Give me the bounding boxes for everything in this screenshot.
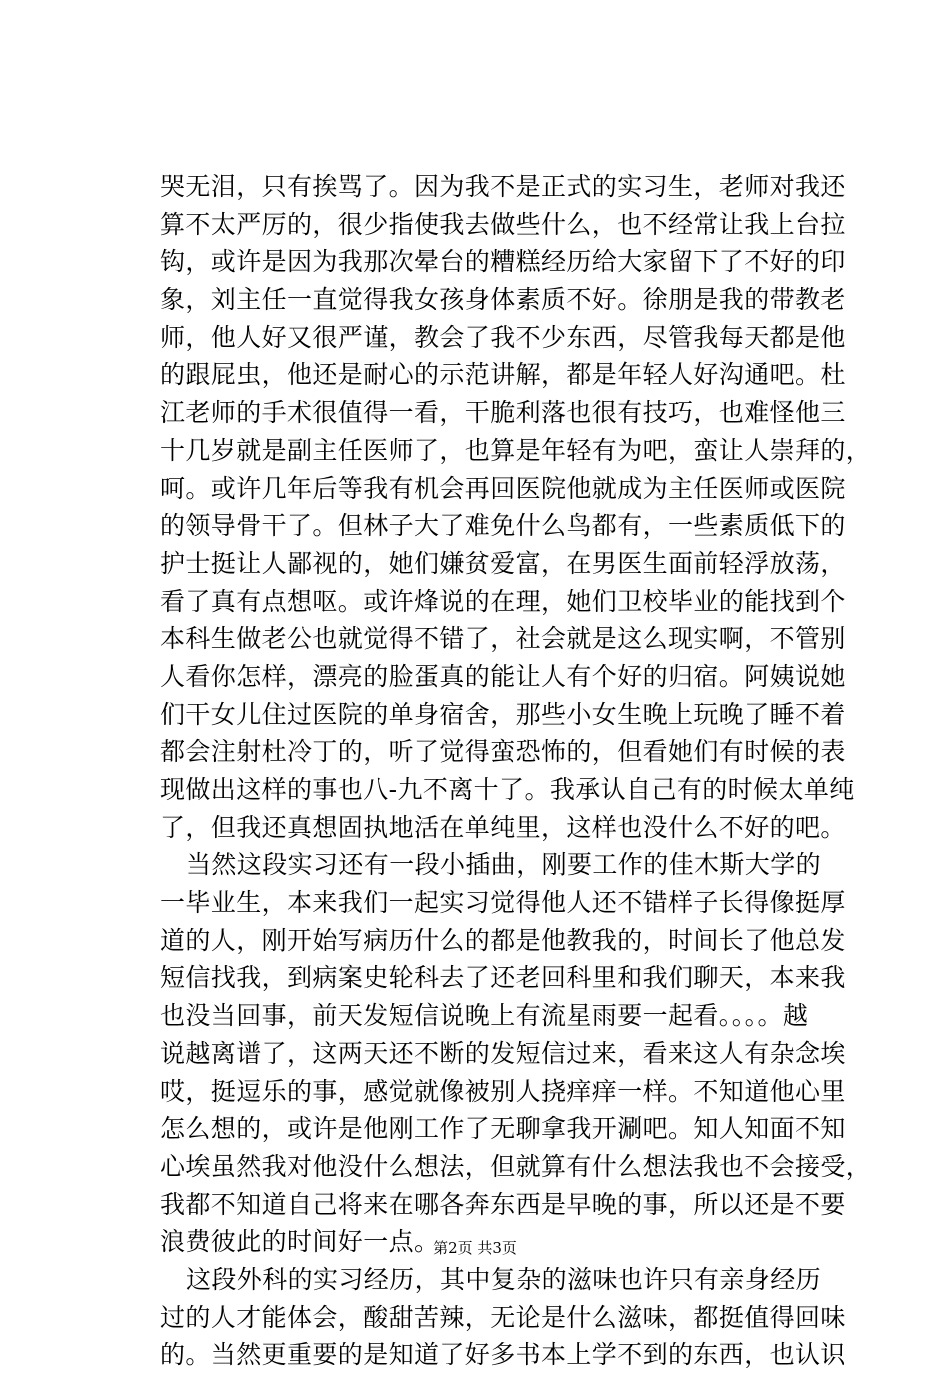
text-line: 钩，或许是因为我那次晕台的糟糕经历给大家留下了不好的印: [160, 247, 846, 277]
text-line: 的领导骨干了。但林子大了难免什么鸟都有，一些素质低下的: [160, 511, 846, 541]
paragraph-first-line: 这段外科的实习经历，其中复杂的滋味也许只有亲身经历: [186, 1264, 822, 1294]
text-line: 的。当然更重要的是知道了好多书本上学不到的东西，也认识: [160, 1340, 846, 1370]
text-line: 也没当回事，前天发短信说晚上有流星雨要一起看。。。。越: [160, 1001, 809, 1031]
text-line: 哎，挺逗乐的事，感觉就像被别人挠痒痒一样。不知道他心里: [160, 1076, 846, 1106]
text-line: 哭无泪，只有挨骂了。因为我不是正式的实习生，老师对我还: [160, 172, 846, 201]
text-line: 的跟屁虫，他还是耐心的示范讲解，都是年轻人好沟通吧。杜: [160, 360, 846, 390]
text-line: 师，他人好又很严谨，教会了我不少东西，尽管我每天都是他: [160, 322, 846, 352]
text-line: 人看你怎样，漂亮的脸蛋真的能让人有个好的归宿。阿姨说她: [160, 661, 846, 691]
paragraph-first-line: 当然这段实习还有一段小插曲，刚要工作的佳木斯大学的: [186, 850, 822, 880]
text-line: 都会注射杜冷丁的，听了觉得蛮恐怖的，但看她们有时候的表: [160, 737, 846, 767]
text-line: 们干女儿住过医院的单身宿舍，那些小女生晚上玩晚了睡不着: [160, 699, 846, 729]
text-line: 过的人才能体会，酸甜苦辣，无论是什么滋味，都挺值得回味: [160, 1302, 846, 1332]
text-line: 说越离谱了，这两天还不断的发短信过来，看来这人有杂念埃: [160, 1038, 846, 1068]
body-text: [160, 168, 872, 1374]
text-line: 护士挺让人鄙视的，她们嫌贫爱富，在男医生面前轻浮放荡，: [160, 548, 846, 578]
text-line: 算不太严厉的，很少指使我去做些什么，也不经常让我上台拉: [160, 209, 846, 239]
text-line: 江老师的手术很值得一看，干脆利落也很有技巧，也难怪他三: [160, 398, 846, 428]
text-line: 浪费彼此的时间好一点。: [160, 1227, 440, 1257]
text-line: 心埃虽然我对他没什么想法，但就算有什么想法我也不会接受，: [160, 1151, 872, 1181]
text-line: 一毕业生，本来我们一起实习觉得他人还不错样子长得像挺厚: [160, 888, 846, 918]
text-line: 象，刘主任一直觉得我女孩身体素质不好。徐朋是我的带教老: [160, 285, 846, 315]
text-line: 现做出这样的事也八-九不离十了。我承认自己有的时候太单纯: [160, 775, 855, 804]
text-line: 道的人，刚开始写病历什么的都是他教我的，时间长了他总发: [160, 925, 846, 955]
text-line: 十几岁就是副主任医师了，也算是年轻有为吧，蛮让人崇拜的，: [160, 435, 872, 465]
text-line: 了，但我还真想固执地活在单纯里，这样也没什么不好的吧。: [160, 812, 846, 842]
text-line: 怎么想的，或许是他刚工作了无聊拿我开涮吧。知人知面不知: [160, 1114, 846, 1144]
text-line: 呵。或许几年后等我有机会再回医院他就成为主任医师或医院: [160, 473, 846, 503]
text-line: 短信找我，到病案史轮科去了还老回科里和我们聊天，本来我: [160, 963, 846, 993]
page-number-footer: 第2页 共3页: [433, 1239, 517, 1257]
text-line: 我都不知道自己将来在哪各奔东西是早晚的事，所以还是不要: [160, 1189, 846, 1219]
text-line: 本科生做老公也就觉得不错了，社会就是这么现实啊，不管别: [160, 624, 846, 654]
text-line: 看了真有点想呕。或许烽说的在理，她们卫校毕业的能找到个: [160, 586, 846, 616]
